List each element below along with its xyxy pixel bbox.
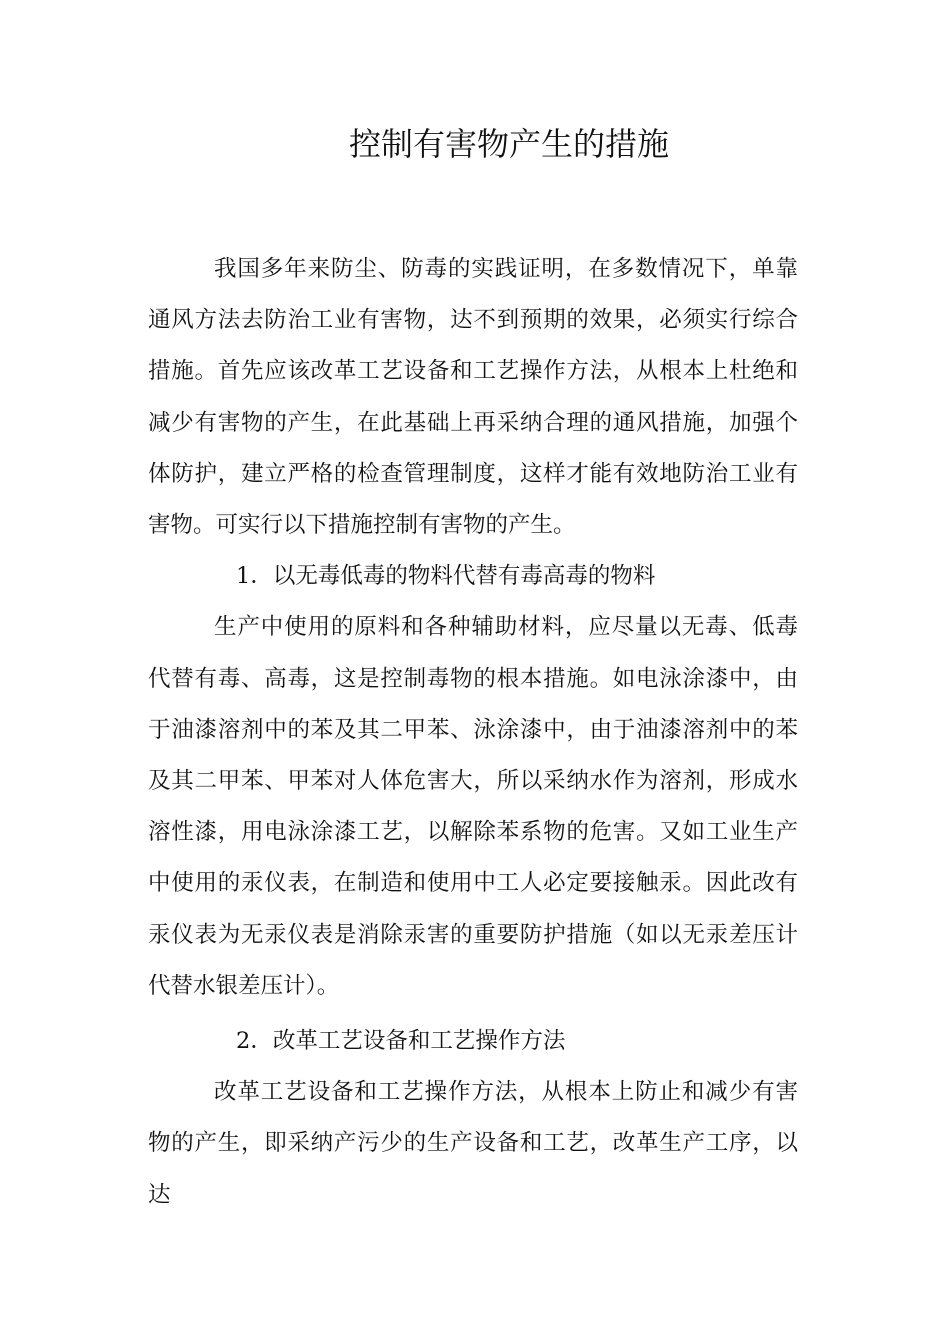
section-2-number: 2． [236,1028,273,1055]
document-body [148,244,798,1221]
section-1-heading-text: 以无毒低毒的物料代替有毒高毒的物料 [272,563,656,590]
section-2-heading-text: 改革工艺设备和工艺操作方法 [272,1028,566,1055]
section-2-heading [148,1016,798,1067]
intro-paragraph: 我国多年来防尘、防毒的实践证明，在多数情况下，单靠通风方法去防治工业有害物，达不到预期的效果，必须实行综合措施。首先应该改革工艺设备和工艺操作方法，从根本上杜绝和减少有害物的产生，在此基础上再采纳合理的通风措施，加强个体防护，建立严格的检查管理制度，这样才能有效地防治工业有害物。可实行以下措施控制有害物的产生。 [148,256,798,539]
section-1-heading [148,551,798,602]
section-2-paragraph: 改革工艺设备和工艺操作方法，从根本上防止和减少有害物的产生，即采纳产污少的生产设备和工艺，改革生产工序，以达 [148,1079,798,1208]
section-1-paragraph: 生产中使用的原料和各种辅助材料，应尽量以无毒、低毒代替有毒、高毒，这是控制毒物的根本措施。如电泳涂漆中，由于油漆溶剂中的苯及其二甲苯、泳涂漆中，由于油漆溶剂中的苯及其二甲苯、甲苯对人体危害大，所以采纳水作为溶剂，形成水溶性漆，用电泳涂漆工艺，以解除苯系物的危害。又如工业生产中使用的汞仪表，在制造和使用中工人必定要接触汞。因此改有汞仪表为无汞仪表是消除汞害的重要防护措施（如以无汞差压计代替水银差压计）。 [148,614,798,999]
document-title: 控制有害物产生的措施 [348,125,669,163]
section-1-number: 1． [236,563,273,590]
